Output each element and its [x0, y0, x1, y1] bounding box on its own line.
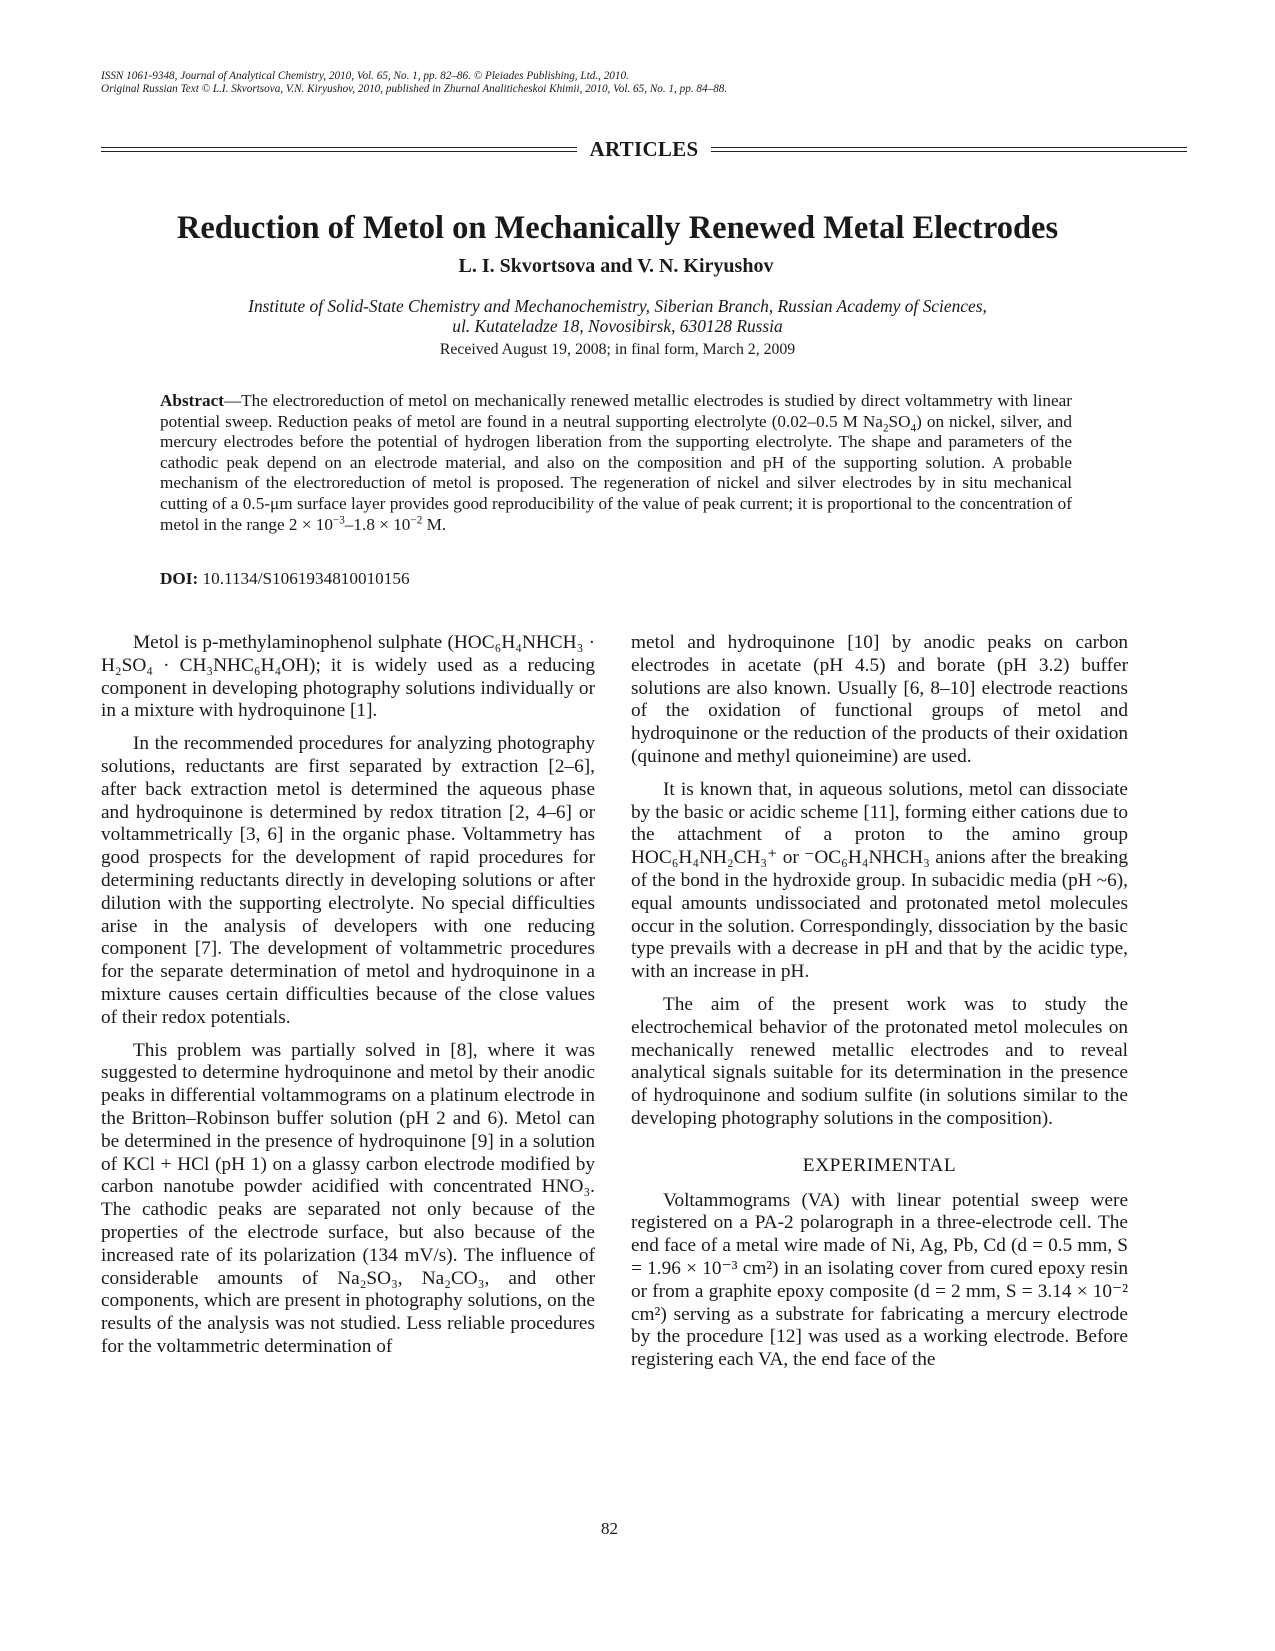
doi-value: 10.1134/S1061934810010156 [202, 569, 410, 588]
abstract-label: Abstract [160, 391, 224, 410]
abstract-text-4: –1.8 × 10 [344, 514, 411, 534]
double-rule-left [101, 147, 577, 152]
paragraph: Voltammograms (VA) with linear potential sweep were registered on a PA-2 polarograph in a three-electrode cell. The end face of a metal wire made of Ni, Ag, Pb, Cd (d = 0.5 mm, S = 1.96 × 10⁻³ cm²) in an isolating cover from cured epoxy resin or from a graphite epoxy composite (d = 2 mm, S = 3.14 × 10⁻² cm²) serving as a substrate for fabricating a mercury electrode by the procedure [12] was used as a working electrode. Before registering each VA, the end face of the [631, 1189, 1128, 1371]
superscript: −2 [410, 513, 423, 526]
paragraph: The aim of the present work was to study the electrochemical behavior of the protonated metol molecules on mechanically renewed metallic electrodes and to reveal analytical signals suitable for its determination in the presence of hydroquinone and sodium sulfite (in solutions similar to the developing photography solutions in the composition). [631, 993, 1128, 1129]
paragraph: In the recommended procedures for analyzing photography solutions, reductants are first separated by extraction [2–6], after back extraction metol is determined the aqueous phase and hydroquinone is determined by redox titration [2, 4–6] or voltammetrically [3, 6] in the organic phase. Voltammetry has good prospects for the development of rapid procedures for determining reductants directly in developing solutions or after dilution with the supporting electrolyte. No special difficulties arise in the analysis of developers with one reducing component [7]. The development of voltammetric procedures for the separate determination of metol and hydroquinone in a mixture causes certain difficulties because of the close values of their redox potentials. [101, 733, 595, 1028]
abstract-text-2: SO [888, 411, 911, 431]
subscript: 4 [910, 422, 917, 435]
article-title: Reduction of Metol on Mechanically Renewed Metal Electrodes [176, 210, 1059, 246]
received-dates: Received August 19, 2008; in final form, March 2, 2009 [439, 341, 796, 358]
double-rule-right [711, 147, 1187, 152]
header-line-1: ISSN 1061-9348, Journal of Analytical Chemistry, 2010, Vol. 65, No. 1, pp. 82–86. © Pleiades Publishing, Ltd., 2010. [101, 70, 629, 82]
doi-label: DOI: [160, 569, 199, 588]
paragraph: This problem was partially solved in [8], where it was suggested to determine hydroquinone and metol by their anodic peaks in differential voltammograms on a platinum electrode in the Britton–Robinson buffer solution (pH 2 and 6). Metol can be determined in the presence of hydroquinone [9] in a solution of KCl + HCl (pH 1) on a glassy carbon electrode modified by carbon nanotube powder acidified with concentrated HNO₃. The cathodic peaks are separated not only because of the properties of the electrode surface, but also because of the increased rate of its polarization (134 mV/s). The influence of considerable amounts of Na₂SO₃, Na₂CO₃, and other components, which are present in photography solutions, on the results of the analysis was not studied. Less reliable procedures for the voltammetric determination of [101, 1039, 595, 1357]
paragraph: It is known that, in aqueous solutions, metol can dissociate by the basic or acidic scheme [11], forming either cations due to the attachment of a proton to the amino group HOC₆H₄NH₂CH₃⁺ or ⁻OC₆H₄NHCH₃ anions after the breaking of the bond in the hydroxide group. In subacidic media (pH ~6), equal amounts undissociated and protonated metol molecules occur in the solution. Correspondingly, dissociation by the basic type prevails with a decrease in pH and that by the acidic type, with an increase in pH. [631, 778, 1128, 983]
abstract-text-1: The electroreduction of metol on mechanically renewed metallic electrodes is studied by direct voltammetry with linear potential sweep. Reduction peaks of metol are found in a neutral supporting electrolyte (0.02–0.5 M Na [160, 391, 1072, 431]
affiliation-line-1: Institute of Solid-State Chemistry and Mechanochemistry, Siberian Branch, Russian Academy of Sciences, [248, 296, 987, 316]
affiliation [101, 296, 1134, 336]
left-column [101, 632, 595, 1369]
section-bar [101, 134, 1187, 164]
abstract-text-5: M. [422, 514, 447, 534]
paragraph: metol and hydroquinone [10] by anodic peaks on carbon electrodes in acetate (pH 4.5) and borate (pH 3.2) buffer solutions are also known. Usually [6, 8–10] electrode reactions of the oxidation of functional groups of metol and hydroquinone or the reduction of the products of their oxidation (quinone and methyl quioneimine) are used. [631, 632, 1128, 767]
section-heading: EXPERIMENTAL [802, 1154, 957, 1176]
paragraph: Metol is p-methylaminophenol sulphate (HOC₆H₄NHCH₃ · H₂SO₄ · CH₃NHC₆H₄OH); it is widely used as a reducing component in developing photography solutions individually or in a mixture with hydroquinone [1]. [101, 632, 595, 722]
abstract-text-3: ) on nickel, silver, and mercury electrodes before the potential of hydrogen liberation from the supporting electrolyte. The shape and parameters of the cathodic peak depend on an electrode material, and also on the composition and pH of the supporting solution. A probable mechanism of the electroreduction of metol is proposed. The regeneration of nickel and silver electrodes by in situ mechanical cutting of a 0.5-μm surface layer provides good reproducibility of the value of peak current; it is proportional to the concentration of metol in the range 2 × 10 [160, 411, 1072, 534]
superscript: −3 [332, 513, 345, 526]
section-label: ARTICLES [589, 136, 699, 161]
doi [160, 569, 410, 589]
affiliation-line-2: ul. Kutateladze 18, Novosibirsk, 630128 Russia [452, 316, 783, 336]
authors: L. I. Skvortsova and V. N. Kiryushov [458, 255, 774, 277]
right-column [631, 632, 1128, 1382]
journal-header [101, 70, 1181, 96]
subscript: 2 [882, 422, 889, 435]
page-number: 82 [601, 1519, 618, 1538]
abstract-dash: — [223, 391, 242, 410]
abstract [160, 391, 1072, 535]
header-line-2: Original Russian Text © L.I. Skvortsova, V.N. Kiryushov, 2010, published in Zhurnal Analiticheskoi Khimii, 2010, Vol. 65, No. 1, pp. 84–88. [101, 83, 728, 95]
